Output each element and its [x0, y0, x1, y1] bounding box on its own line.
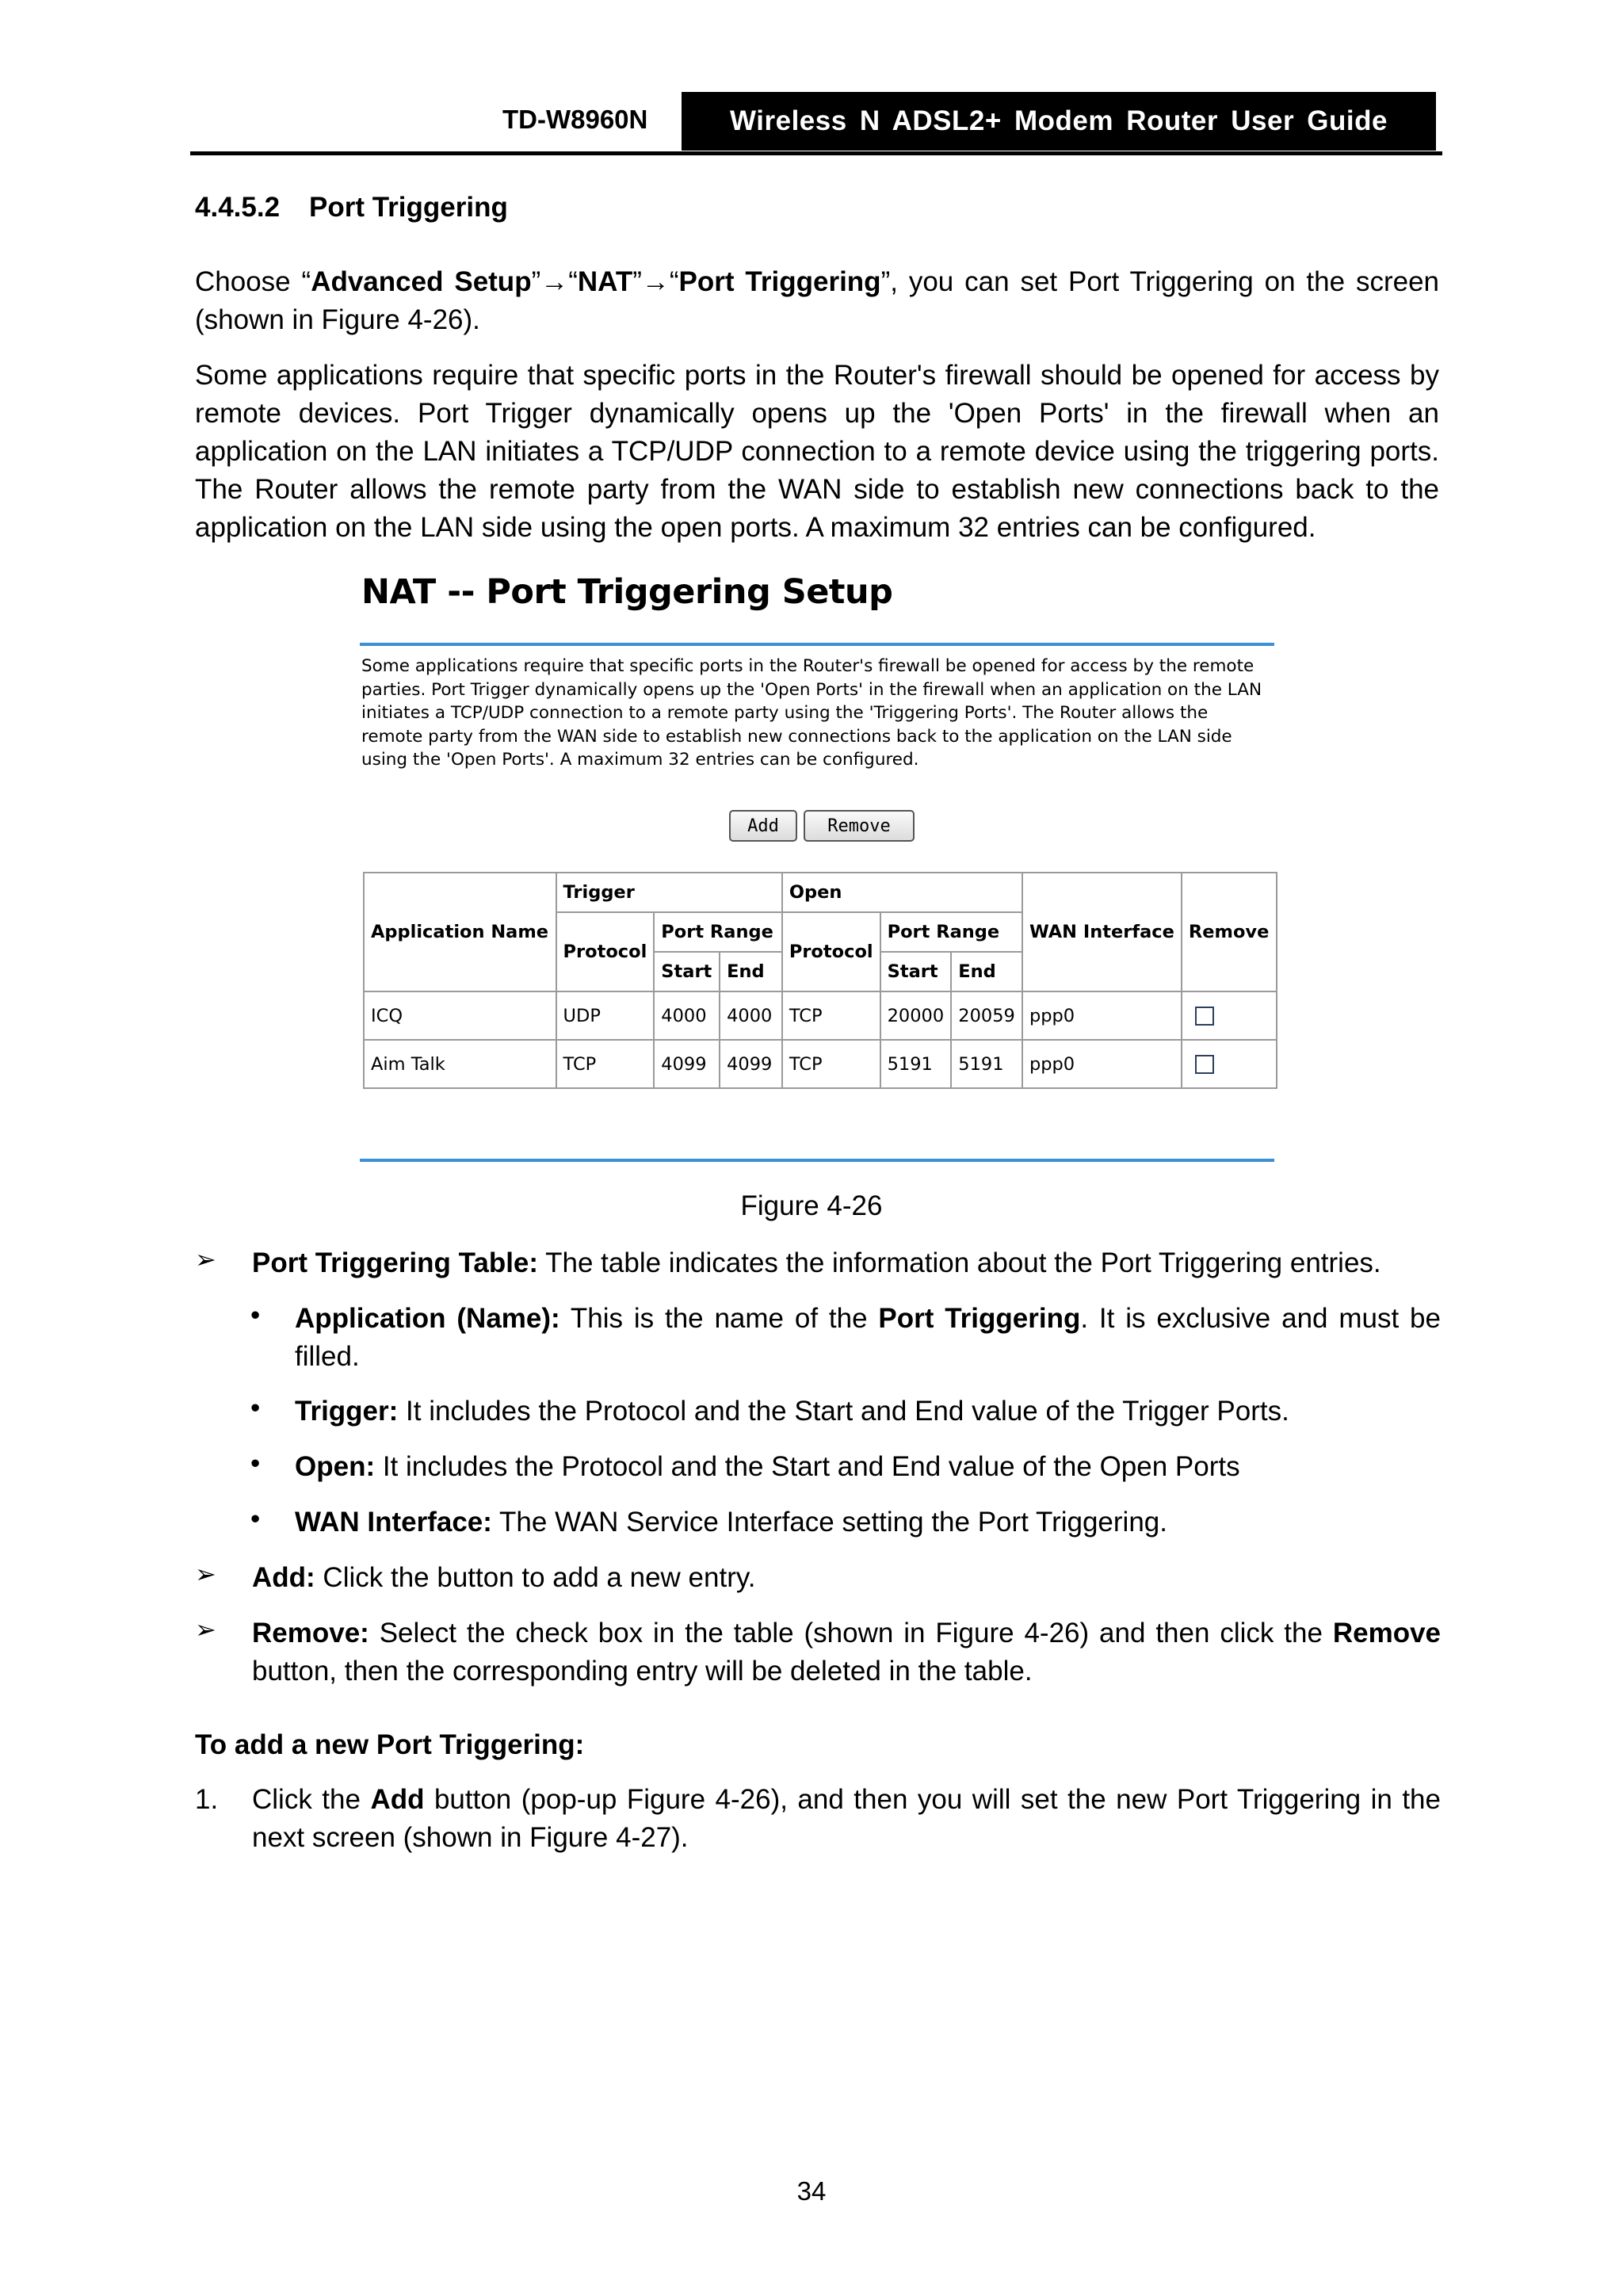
- step-text: button (pop-up Figure 4-26), and then you will set the new Port Triggering in the next screen (shown in Figure 4-27).: [252, 1784, 1441, 1853]
- bullet-icon: •: [250, 1503, 261, 1534]
- col-open-start: Start: [880, 952, 952, 991]
- table-row: [364, 1040, 1277, 1088]
- figure-description: Some applications require that specific ports in the Router's firewall be opened for access by the remote parties. Port Trigger dynamically opens up the 'Open Ports' in the firewall when an application on the LAN initiates a TCP/UDP connection to a remote party using the 'Triggering Ports'. The Router allows the remote party from the WAN side to establish new connections back to the application on the LAN side using the 'Open Ports'. A maximum 32 entries can be configured.: [361, 656, 1262, 770]
- item-trigger: [295, 1392, 1441, 1431]
- cell-open-end: 20059: [951, 991, 1022, 1040]
- col-trigger-end: End: [720, 952, 782, 991]
- figure-title: NAT -- Port Triggering Setup: [361, 572, 893, 612]
- header-rule: [190, 151, 1442, 155]
- menu-path-advanced-setup: Advanced Setup: [311, 266, 532, 297]
- bullet-icon: •: [250, 1448, 261, 1479]
- howto-heading: To add a new Port Triggering:: [195, 1729, 585, 1760]
- item-text: Click the button to add a new entry.: [315, 1562, 756, 1593]
- cell-remove: [1182, 991, 1277, 1040]
- intro-text: Choose “: [195, 266, 311, 297]
- cell-wan: ppp0: [1022, 991, 1182, 1040]
- menu-path-port-triggering: Port Triggering: [678, 266, 881, 297]
- item-text: It includes the Protocol and the Start and End value of the Open Ports: [375, 1451, 1240, 1482]
- item-label: Remove:: [252, 1618, 369, 1648]
- figure-top-rule: [360, 643, 1274, 646]
- step-number: 1.: [195, 1784, 219, 1815]
- figure-caption: Figure 4-26: [740, 1190, 883, 1221]
- item-label: Port Triggering Table:: [252, 1247, 539, 1278]
- bullet-icon: •: [250, 1300, 261, 1331]
- path-separator: ”→“: [531, 266, 578, 297]
- item-port-triggering-table: [252, 1244, 1441, 1282]
- col-open-protocol: Protocol: [782, 912, 880, 991]
- cell-trigger-start: 4099: [654, 1040, 720, 1088]
- cell-open-start: 20000: [880, 991, 952, 1040]
- item-bold: Port Triggering: [878, 1303, 1081, 1334]
- bullet-icon: •: [250, 1392, 261, 1423]
- remove-button[interactable]: Remove: [804, 810, 915, 842]
- cell-open-protocol: TCP: [782, 991, 880, 1040]
- item-text: The WAN Service Interface setting the Port Triggering.: [491, 1507, 1167, 1538]
- intro-text: ”, you can set Port Triggering on the screen (shown in Figure 4-26).: [195, 266, 1439, 335]
- col-trigger-protocol: Protocol: [556, 912, 655, 991]
- page-number: 34: [796, 2176, 827, 2206]
- path-separator: ”→“: [632, 266, 679, 297]
- cell-wan: ppp0: [1022, 1040, 1182, 1088]
- intro-paragraph-1: [195, 263, 1439, 339]
- header-model: TD-W8960N: [502, 105, 648, 134]
- col-open-port-range: Port Range: [880, 912, 1022, 952]
- item-label: Application (Name):: [295, 1303, 560, 1334]
- item-application-name: [295, 1300, 1441, 1376]
- arrow-bullet-icon: ➢: [195, 1245, 216, 1274]
- cell-trigger-start: 4000: [654, 991, 720, 1040]
- cell-remove: [1182, 1040, 1277, 1088]
- col-trigger-start: Start: [654, 952, 720, 991]
- cell-trigger-end: 4000: [720, 991, 782, 1040]
- item-label: Open:: [295, 1451, 376, 1482]
- arrow-bullet-icon: ➢: [195, 1615, 216, 1644]
- table-row: [364, 991, 1277, 1040]
- step-bold: Add: [370, 1784, 425, 1815]
- item-label: WAN Interface:: [295, 1507, 492, 1538]
- col-trigger-port-range: Port Range: [654, 912, 782, 952]
- item-remove: [252, 1614, 1441, 1690]
- item-bold: Remove: [1332, 1618, 1441, 1648]
- remove-checkbox[interactable]: [1195, 1055, 1214, 1074]
- cell-open-end: 5191: [951, 1040, 1022, 1088]
- remove-checkbox[interactable]: [1195, 1007, 1214, 1026]
- item-open: [295, 1448, 1441, 1486]
- menu-path-nat: NAT: [577, 266, 633, 297]
- col-trigger: Trigger: [556, 873, 782, 912]
- cell-trigger-protocol: UDP: [556, 991, 655, 1040]
- cell-app: ICQ: [364, 991, 556, 1040]
- item-add: [252, 1559, 1441, 1597]
- header-guide-title: Wireless N ADSL2+ Modem Router User Guide: [682, 92, 1436, 151]
- figure-bottom-rule: [360, 1159, 1274, 1162]
- cell-app: Aim Talk: [364, 1040, 556, 1088]
- add-button[interactable]: Add: [729, 810, 797, 842]
- cell-open-protocol: TCP: [782, 1040, 880, 1088]
- col-application-name: Application Name: [364, 873, 556, 991]
- item-wan-interface: [295, 1503, 1441, 1541]
- item-text: The table indicates the information about the Port Triggering entries.: [538, 1247, 1381, 1278]
- cell-trigger-end: 4099: [720, 1040, 782, 1088]
- item-text: . It is exclusive and must be filled.: [295, 1303, 1441, 1372]
- button-row: [729, 810, 915, 842]
- port-triggering-table: [363, 872, 1277, 1089]
- cell-open-start: 5191: [880, 1040, 952, 1088]
- section-number: 4.4.5.2: [195, 192, 281, 223]
- col-open-end: End: [951, 952, 1022, 991]
- arrow-bullet-icon: ➢: [195, 1560, 216, 1588]
- item-label: Add:: [252, 1562, 315, 1593]
- cell-trigger-protocol: TCP: [556, 1040, 655, 1088]
- step-text: Click the: [252, 1784, 371, 1815]
- item-text: This is the name of the: [559, 1303, 879, 1334]
- figure-screenshot: [360, 564, 1277, 1163]
- item-text: Select the check box in the table (shown in Figure 4-26) and then click the: [369, 1618, 1333, 1648]
- item-label: Trigger:: [295, 1396, 399, 1427]
- col-open: Open: [782, 873, 1022, 912]
- section-title: Port Triggering: [309, 192, 508, 223]
- step-1: [252, 1781, 1441, 1857]
- col-remove: Remove: [1182, 873, 1277, 991]
- item-text: button, then the corresponding entry will be deleted in the table.: [252, 1656, 1033, 1687]
- item-text: It includes the Protocol and the Start and End value of the Trigger Ports.: [398, 1396, 1289, 1427]
- intro-paragraph-2: Some applications require that specific ports in the Router's firewall should be opened for access by remote devices. Port Trigger dynamically opens up the 'Open Ports' in the firewall when an application on the LAN initiates a TCP/UDP connection to a remote device using the triggering ports. The Router allows the remote party from the WAN side to establish new connections back to the application on the LAN side using the open ports. A maximum 32 entries can be configured.: [195, 360, 1439, 543]
- col-wan-interface: WAN Interface: [1022, 873, 1182, 991]
- section-heading: [195, 192, 508, 223]
